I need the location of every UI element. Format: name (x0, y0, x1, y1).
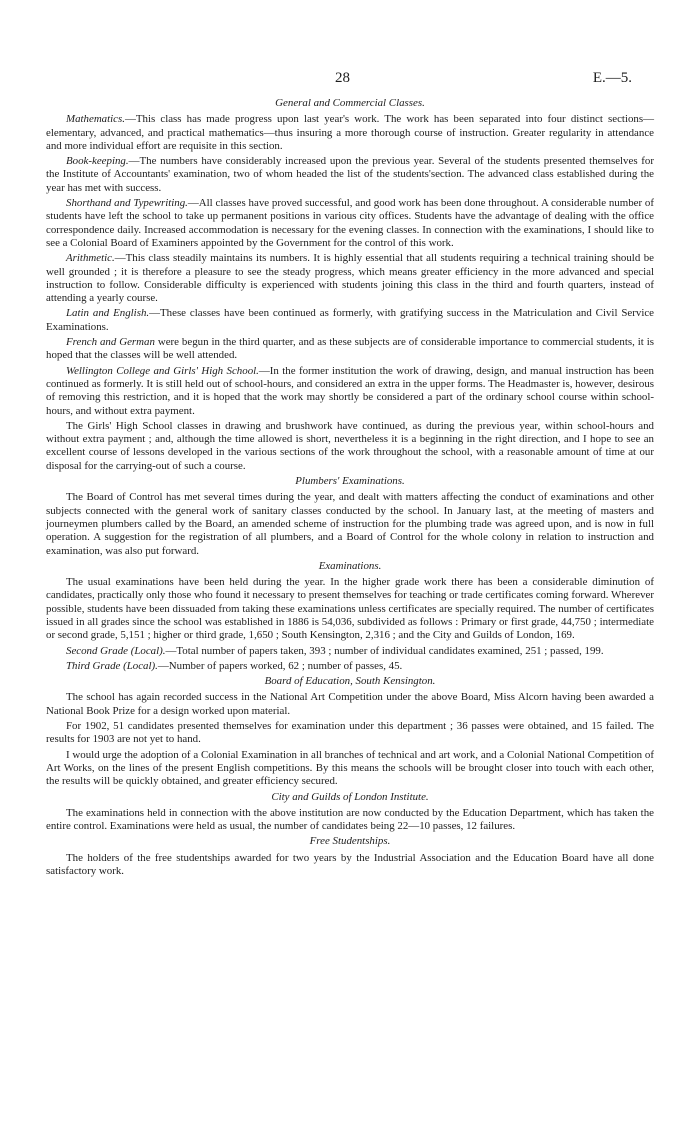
paragraph (46, 852, 654, 879)
paragraph-text: I would urge the adoption of a Colonial Examination in all branches of technical and art work, and a Colonial National Competition of Art Works, on the lines of the present English competitions. By this means the schools will be brought closer into touch with each other, the results will be quickly obtained, and greater efficiency secured. (46, 748, 654, 788)
paragraph (46, 807, 654, 834)
paragraph-text: —Number of papers worked, 62 ; number of passes, 45. (157, 659, 403, 672)
paragraph (46, 420, 654, 473)
paragraph-text: The Girls' High School classes in drawing and brushwork have continued, as during the previous year, within school-hours and without extra payment ; and, although the time allowed is short, nevertheless it is a beginning in the right direction, and I hope to see an excellent course of lessons developed in the various sections of the work throughout the school, with a reasonable amount of time at our disposal for the carrying-out of such a course. (46, 419, 654, 472)
paragraph (46, 155, 654, 195)
document-body (46, 97, 654, 880)
paragraph-text: The usual examinations have been held during the year. In the higher grade work there has been a considerable diminution of candidates, practically only those who found it necessary to present themselves for teaching or trade certificates coming forward. Wherever possible, students have been dissuaded from taking these examinations unless certificates are specially required. The number of certificates issued in all grades since the school was established in 1886 is 54,036, subdivided as follows : Primary or first grade, 44,750 ; intermediate or second grade, 5,151 ; higher or third grade, 1,650 ; South Kensington, 2,316 ; and the City and Guilds of London, 169. (46, 576, 654, 642)
paragraph (46, 749, 654, 789)
paragraph-text: were begun in the third quarter, and as these subjects are of considerable importance to commercial students, it is hoped that the classes will be well attended. (46, 336, 654, 362)
paragraph (46, 720, 654, 747)
paragraph-lead: Latin and English. (66, 307, 150, 320)
section-heading: Plumbers' Examinations. (295, 475, 405, 488)
page-number: 28 (335, 70, 350, 86)
section-heading: Examinations. (318, 559, 382, 572)
paragraph-text: —These classes have been continued as formerly, with gratifying success in the Matriculation and Civil Service Examinations. (46, 307, 655, 333)
paragraph (46, 307, 654, 334)
paragraph-lead: Mathematics. (66, 113, 125, 126)
paragraph-text: —All classes have proved successful, and good work has been done throughout. A considerable number of students have left the school to take up permanent positions in various city offices. Students have the advantage of dealing with the office correspondence daily. Increased accommodation is necessary for the evening classes. In connection with the examinations, I should like to see a Colonial Board of Examiners appointed by the Government for the control of this work. (46, 197, 655, 249)
paragraph (46, 691, 654, 718)
paragraph-lead: Second Grade (Local). (66, 644, 166, 657)
paragraph-text: The holders of the free studentships awarded for two years by the Industrial Association and the Education Board have all done satisfactory work. (46, 851, 654, 878)
paragraph-lead: Arithmetic. (66, 252, 115, 265)
paragraph (46, 336, 654, 363)
paragraph-text: —The numbers have considerably increased upon the previous year. Several of the students presented themselves for the Institute of Accountants' examination, two of whom headed the list of the students'section. The advanced class established during the year has met with success. (46, 155, 654, 194)
paragraph (46, 197, 654, 250)
paragraph-text: The examinations held in connection with the above institution are now conducted by the Education Department, which has taken the entire control. Examinations were held as usual, the number of candidates being 22—10 passes, 12 failures. (46, 806, 654, 833)
section-heading: General and Commercial Classes. (275, 97, 425, 109)
paragraph-lead: Wellington College and Girls' High School. (66, 364, 259, 377)
page-reference: E.—5. (592, 70, 632, 86)
paragraph-text: —Total number of papers taken, 393 ; number of individual candidates examined, 251 ; passed, 199. (165, 644, 604, 657)
paragraph-text: The school has again recorded success in the National Art Competition under the above Board, Miss Alcorn having been awarded a National Book Prize for a design worked upon material. (46, 691, 654, 717)
paragraph (46, 113, 654, 153)
paragraph (46, 660, 654, 673)
paragraph (46, 252, 654, 305)
paragraph-text: —This class steadily maintains its numbers. It is highly essential that all students requiring a technical training should be well grounded ; it is therefore a pleasure to see the steady progress, which means greater efficiency in the more advanced and special instruction to follow. Considerable difficulty is experienced with students joining this class in the third and fourth quarters, instead of attending a yearly course. (46, 252, 654, 305)
paragraph-text: —This class has made progress upon last year's work. The work has been separated into four distinct sections—elementary, advanced, and practical mathematics—thus insuring a more thorough course of instruction. Greater regularity in attendance and more individual effort are requisite in this section. (46, 113, 654, 152)
paragraph (46, 645, 654, 658)
section-heading: City and Guilds of London Institute. (271, 790, 429, 803)
paragraph-lead: Shorthand and Typewriting. (66, 197, 188, 210)
paragraph (46, 491, 654, 557)
paragraph-lead: French and German (66, 336, 155, 349)
paragraph-text: For 1902, 51 candidates presented themselves for examination under this department ; 36 passes were obtained, and 15 failed. The results for 1903 are not yet to hand. (46, 720, 654, 746)
paragraph (46, 576, 654, 642)
paragraph-lead: Book-keeping. (66, 155, 129, 168)
section-heading: Free Studentships. (309, 835, 391, 848)
paragraph-text: —In the former institution the work of drawing, design, and manual instruction has been continued as formerly. It is still held out of school-hours, and considered an extra in the upper forms. The Headmaster is, however, desirous of removing this restriction, and it is hoped that the work may shortly be considered a part of the ordinary school course within school-hours, and without extra payment. (46, 364, 654, 417)
paragraph-lead: Third Grade (Local). (66, 659, 158, 672)
page-header (0, 70, 700, 90)
paragraph-text: The Board of Control has met several times during the year, and dealt with matters affecting the conduct of examinations and other subjects connected with the general work of sanitary classes conducted by the school. In January last, at the meeting of masters and journeymen plumbers called by the Board, an amended scheme of instruction for the plumbing trade was agreed upon, and is now in full operation. A suggestion for the registration of all plumbers, and a Board of Control for the whole colony in relation to instruction and examination, was also put forward. (46, 491, 654, 557)
paragraph (46, 365, 654, 418)
section-heading: Board of Education, South Kensington. (264, 675, 436, 688)
